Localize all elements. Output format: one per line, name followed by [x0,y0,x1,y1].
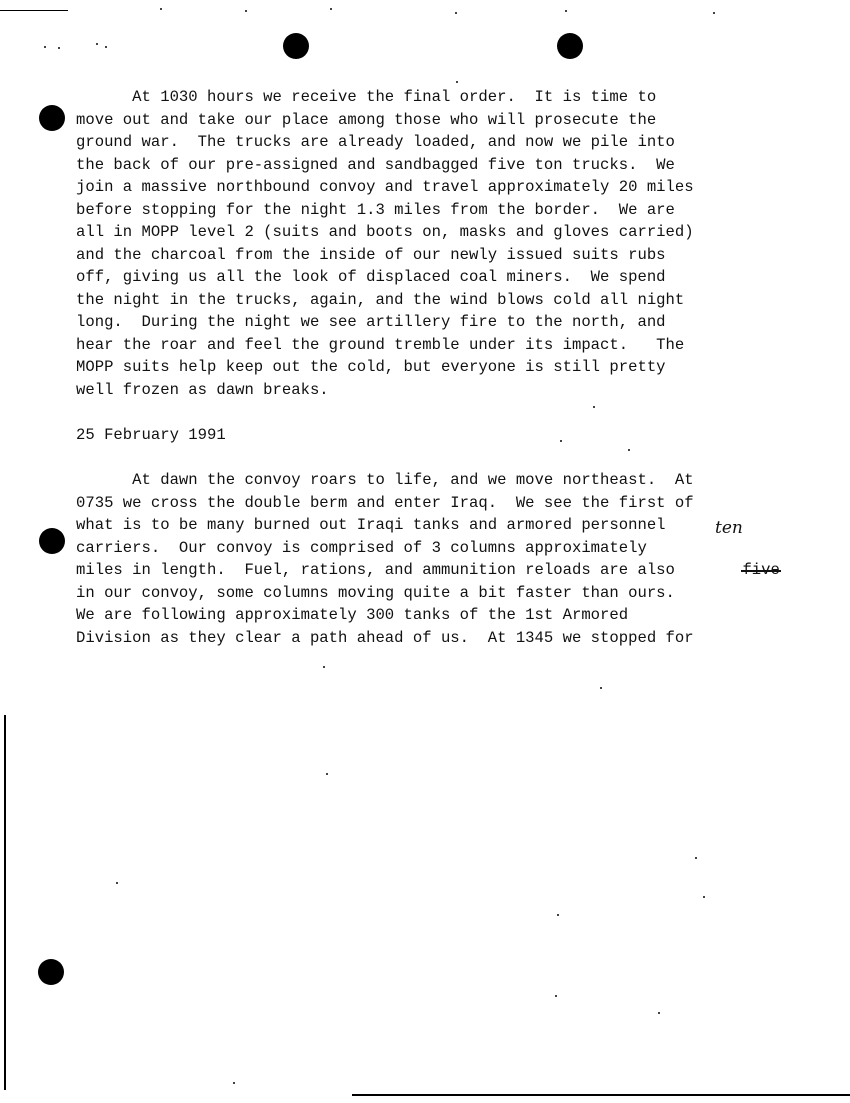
text-line: what is to be many burned out Iraqi tanks and armored personnel [76,516,666,534]
text-line: Division as they clear a path ahead of us. At 1345 we stopped for [76,628,694,647]
text-line: and the charcoal from the inside of our newly issued suits rubs [76,245,666,264]
speck [628,449,630,451]
text-line: At 1030 hours we receive the final order. It is time to [76,88,657,106]
text-line: hear the roar and feel the ground tremble under its impact. The [76,335,685,354]
text-line: At dawn the convoy roars to life, and we move northeast. At [76,471,694,489]
speck [326,773,328,775]
top-edge-mark [0,10,68,11]
speck [323,666,325,668]
text-line: well frozen as dawn breaks. [76,380,329,399]
speck [233,1082,235,1084]
speck [245,10,247,12]
speck [555,995,557,997]
text-line: 0735 we cross the double berm and enter Iraq. We see the first of [76,493,694,512]
handwritten-correction: ten [715,518,743,538]
text-line: in our convoy, some columns moving quite a bit faster than ours. [76,583,675,602]
speck [560,440,562,442]
speck [593,406,595,408]
punch-hole-top-center [283,33,309,59]
speck [565,10,567,12]
text-line: ground war. The trucks are already loaded, and now we pile into [76,133,675,151]
struck-word-text: five [742,559,779,582]
struck-word [705,537,780,605]
text-line: move out and take our place among those who will prosecute the [76,110,657,129]
speck [455,12,457,14]
text-line: before stopping for the night 1.3 miles from the border. We are [76,200,675,219]
text-line: long. During the night we see artillery fire to the north, and [76,313,666,331]
text-line: off, giving us all the look of displaced coal miners. We spend [76,268,666,286]
text-line: carriers. Our convoy is comprised of 3 columns approximately [76,538,647,557]
text-line: all in MOPP level 2 (suits and boots on, masks and gloves carried) [76,223,694,241]
speck [600,687,602,689]
speck [44,46,46,48]
speck [713,12,715,14]
speck [330,8,332,10]
punch-hole-left-lower [38,959,64,985]
speck [557,914,559,916]
speck [160,8,162,10]
bottom-edge-line [352,1094,850,1096]
speck [96,43,98,45]
punch-hole-left-upper [39,105,65,131]
speck [703,896,705,898]
text-line: the back of our pre-assigned and sandbagged five ton trucks. We [76,155,675,174]
speck [105,46,107,48]
text-line: join a massive northbound convoy and travel approximately 20 miles [76,178,694,196]
speck [116,882,118,884]
text-line: We are following approximately 300 tanks of the 1st Armored [76,606,629,624]
punch-hole-left-middle [39,528,65,554]
speck [456,81,458,83]
speck [695,857,697,859]
date-heading: 25 February 1991 [76,426,226,444]
text-line: miles in length. Fuel, rations, and ammunition reloads are also [76,561,675,579]
speck [658,1012,660,1014]
punch-hole-top-right [557,33,583,59]
left-edge-line [4,715,6,1090]
text-line: the night in the trucks, again, and the wind blows cold all night [76,290,685,309]
speck [58,47,60,49]
text-line: MOPP suits help keep out the cold, but everyone is still pretty [76,358,666,376]
